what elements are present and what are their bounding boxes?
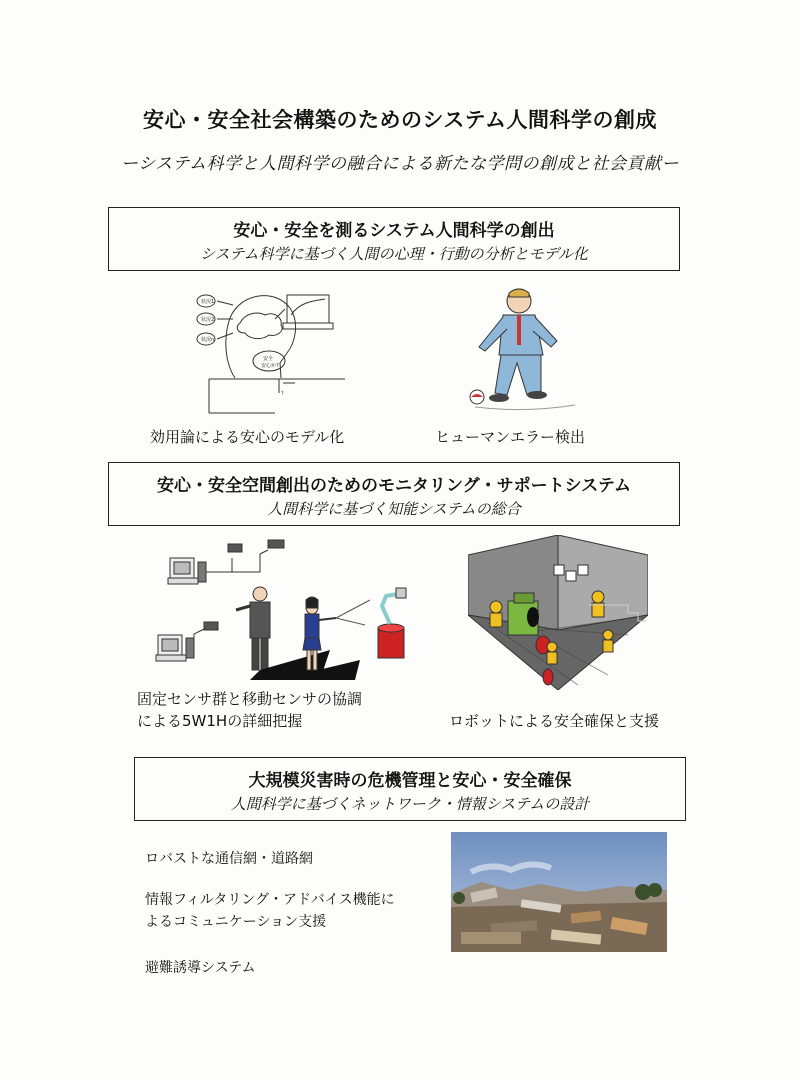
section-1-subheading: システム科学に基づく人間の心理・行動の分析とモデル化 — [200, 245, 588, 263]
page-subtitle: ーシステム科学と人間科学の融合による新たな学問の創成と社会貢献ー — [121, 154, 679, 174]
caption-human-error: ヒューマンエラー検出 — [435, 428, 586, 446]
caption-robot-support: ロボットによる安全確保と支援 — [449, 712, 660, 730]
state-2-label: 状況2 — [201, 317, 215, 323]
section-1-box — [108, 207, 680, 271]
section-3-box — [134, 757, 686, 821]
state-1-label: 状況1 — [201, 299, 215, 305]
utility-model-diagram — [195, 283, 345, 423]
list-item: 情報フィルタリング・アドバイス機能に — [145, 892, 395, 908]
state-n-label: 状況n — [201, 337, 215, 343]
disaster-photo — [451, 832, 667, 952]
section-2-box — [108, 462, 680, 526]
section-3-heading: 大規模災害時の危機管理と安心・安全確保 — [248, 771, 572, 791]
list-item: 避難誘導システム — [145, 960, 256, 976]
safe-label: 安全 — [263, 356, 274, 362]
human-error-illustration — [465, 285, 585, 420]
question-mark-label: ? — [281, 391, 284, 397]
section-2-heading: 安心・安全空間創出のためのモニタリング・サポートシステム — [157, 476, 631, 496]
section-1-heading: 安心・安全を測るシステム人間科学の創出 — [233, 221, 555, 241]
anshin-q-label: 安心か? — [261, 363, 279, 369]
list-item: よるコミュニケーション支援 — [145, 914, 327, 930]
sensor-network-illustration — [150, 530, 420, 680]
robot-safety-illustration — [468, 535, 648, 690]
page-title: 安心・安全社会構築のためのシステム人間科学の創成 — [143, 108, 657, 132]
caption-sensor-line-2: による5W1Hの詳細把握 — [137, 712, 303, 730]
caption-utility-model: 効用論による安心のモデル化 — [150, 428, 345, 446]
section-3-subheading: 人間科学に基づくネットワーク・情報システムの設計 — [230, 795, 590, 813]
caption-sensor-line-1: 固定センサ群と移動センサの協調 — [137, 690, 363, 708]
section-2-subheading: 人間科学に基づく知能システムの総合 — [267, 500, 521, 518]
list-item: ロバストな通信網・道路網 — [145, 851, 313, 867]
